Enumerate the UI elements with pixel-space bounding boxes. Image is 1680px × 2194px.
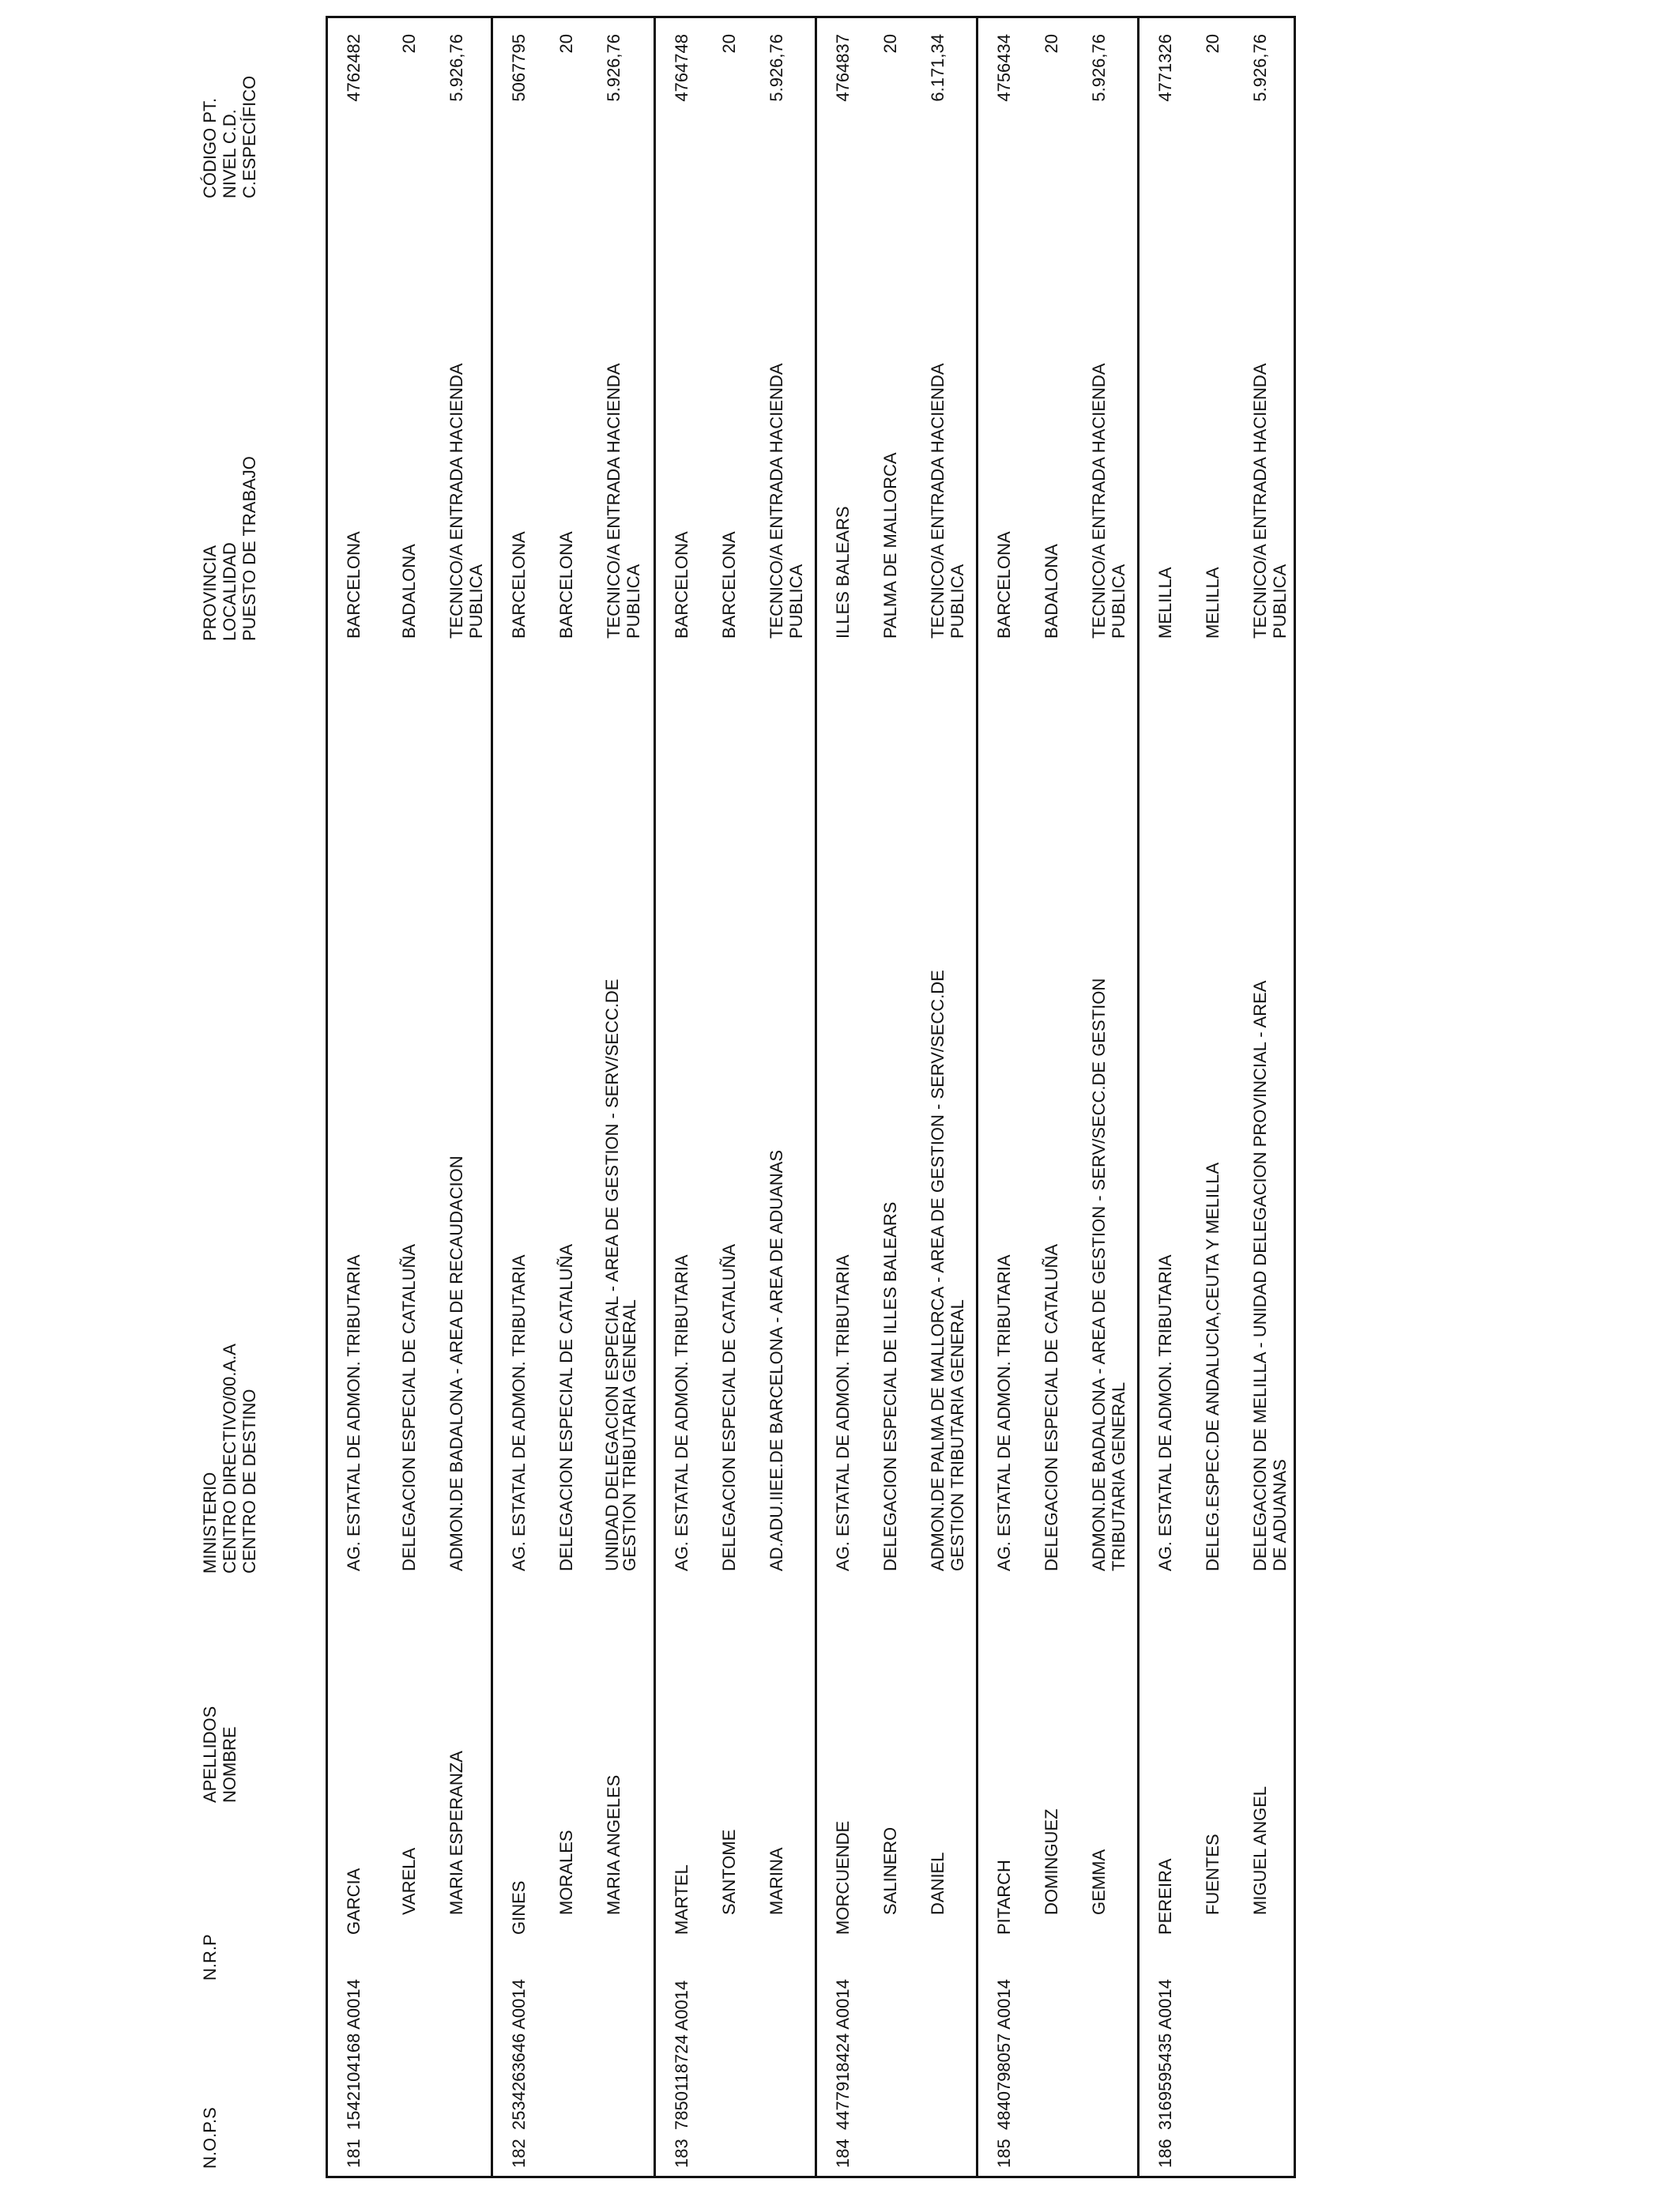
record-centro-directivo: DELEGACION ESPECIAL DE CATALUÑA <box>399 1243 419 1571</box>
header-especifico-label: C.ESPECÍFICO <box>239 75 259 198</box>
record-puesto: TECNICO/A ENTRADA HACIENDA PUBLICA <box>767 364 806 639</box>
record-centro-directivo: DELEGACION ESPECIAL DE CATALUÑA <box>556 1243 576 1571</box>
record-especifico: 5.926,76 <box>604 34 623 102</box>
header-location <box>200 456 259 641</box>
record-provincia: BARCELONA <box>509 531 529 639</box>
record-nivel: 20 <box>1203 34 1222 54</box>
record-nivel: 20 <box>556 34 576 54</box>
record-especifico: 5.926,76 <box>767 34 786 102</box>
record-row <box>976 18 1137 2176</box>
record-nombre: MARIA ESPERANZA <box>446 1751 466 1915</box>
record-codigo: 4762482 <box>344 34 363 102</box>
header-nrp-label: N.R.P <box>200 1934 220 1981</box>
record-puesto: TECNICO/A ENTRADA HACIENDA PUBLICA <box>446 364 486 639</box>
header-codigo-label: CÓDIGO PT. <box>200 97 220 198</box>
record-nombre: MARIA ANGELES <box>604 1774 623 1915</box>
header-nops-label: N.O.P.S <box>200 2107 220 2169</box>
record-apellido2: FUENTES <box>1203 1834 1222 1915</box>
record-codigo: 5067795 <box>509 34 529 102</box>
record-provincia: MELILLA <box>1155 567 1175 639</box>
record-nrp: 7850118724 A0014 <box>672 1980 691 2130</box>
record-apellido2: VARELA <box>399 1847 419 1915</box>
record-provincia: ILLES BALEARS <box>833 506 853 639</box>
record-row <box>1137 18 1294 2176</box>
record-row <box>491 18 654 2176</box>
record-row <box>654 18 815 2176</box>
record-puesto: TECNICO/A ENTRADA HACIENDA PUBLICA <box>1089 364 1128 639</box>
record-nivel: 20 <box>880 34 900 54</box>
header-provincia-label: PROVINCIA <box>200 545 220 641</box>
record-provincia: BARCELONA <box>994 531 1014 639</box>
header-puesto-label: PUESTO DE TRABAJO <box>239 456 259 641</box>
record-localidad: BADALONA <box>399 544 419 639</box>
record-apellido1: GARCIA <box>344 1868 363 1935</box>
record-apellido1: PITARCH <box>994 1860 1014 1935</box>
record-especifico: 6.171,34 <box>928 34 947 102</box>
record-puesto: TECNICO/A ENTRADA HACIENDA PUBLICA <box>928 364 967 639</box>
header-nops <box>200 2107 220 2169</box>
record-localidad: BARCELONA <box>719 531 739 639</box>
record-ministerio: AG. ESTATAL DE ADMON. TRIBUTARIA <box>344 1254 363 1571</box>
record-localidad: BADALONA <box>1042 544 1061 639</box>
header-ministry <box>200 1344 259 1574</box>
record-apellido1: PEREIRA <box>1155 1858 1175 1935</box>
record-provincia: BARCELONA <box>672 531 691 639</box>
record-row <box>815 18 976 2176</box>
record-centro-directivo: DELEGACION ESPECIAL DE CATALUÑA <box>1042 1243 1061 1571</box>
record-centro-directivo: DELEGACION ESPECIAL DE CATALUÑA <box>719 1243 739 1571</box>
record-centro-destino: UNIDAD DELEGACION ESPECIAL - AREA DE GESTION - SERV/SECC.DE GESTION TRIBUTARIA GENERAL <box>602 978 639 1571</box>
record-centro-destino: ADMON.DE PALMA DE MALLORCA - AREA DE GESTION - SERV/SECC.DE GESTION TRIBUTARIA GENERAL <box>928 970 967 1571</box>
record-ministerio: AG. ESTATAL DE ADMON. TRIBUTARIA <box>833 1254 853 1571</box>
record-localidad: BARCELONA <box>556 531 576 639</box>
record-nops: 182 <box>509 2139 529 2168</box>
header-localidad-label: LOCALIDAD <box>220 542 239 641</box>
record-nops: 184 <box>833 2139 853 2168</box>
record-centro-destino: ADMON.DE BADALONA - AREA DE GESTION - SERV/SECC.DE GESTION TRIBUTARIA GENERAL <box>1089 978 1128 1571</box>
header-centro-directivo-label: CENTRO DIRECTIVO/00.A.A <box>220 1344 239 1574</box>
header-ministerio-label: MINISTERIO <box>200 1472 220 1574</box>
record-nrp: 1542104168 A0014 <box>344 1979 363 2130</box>
record-apellido2: SALINERO <box>880 1826 900 1915</box>
header-nivel-label: NIVEL C.D. <box>220 109 239 198</box>
record-centro-directivo: DELEGACION ESPECIAL DE ILLES BALEARS <box>880 1201 900 1571</box>
record-nombre: GEMMA <box>1089 1849 1109 1915</box>
record-apellido2: DOMINGUEZ <box>1042 1808 1061 1915</box>
record-nops: 186 <box>1155 2139 1175 2168</box>
record-ministerio: AG. ESTATAL DE ADMON. TRIBUTARIA <box>1155 1254 1175 1571</box>
record-codigo: 4771326 <box>1155 34 1175 102</box>
record-nrp: 4477918424 A0014 <box>833 1979 853 2130</box>
record-apellido1: GINES <box>509 1880 529 1935</box>
record-codigo: 4756434 <box>994 34 1014 102</box>
record-nops: 181 <box>344 2139 363 2168</box>
header-codes <box>200 76 259 198</box>
records-table <box>326 16 1296 2178</box>
record-nivel: 20 <box>399 34 419 54</box>
record-nrp: 3169595435 A0014 <box>1155 1979 1175 2130</box>
record-nombre: DANIEL <box>928 1852 947 1915</box>
record-nrp: 4840798057 A0014 <box>994 1979 1014 2130</box>
record-apellido1: MORCUENDE <box>833 1820 853 1935</box>
record-codigo: 4764837 <box>833 34 853 102</box>
record-nops: 185 <box>994 2139 1014 2168</box>
header-centro-destino-label: CENTRO DE DESTINO <box>239 1389 259 1574</box>
record-provincia: BARCELONA <box>344 531 363 639</box>
record-ministerio: AG. ESTATAL DE ADMON. TRIBUTARIA <box>509 1254 529 1571</box>
record-centro-destino: DELEGACION DE MELILLA - UNIDAD DELEGACION PROVINCIAL - AREA DE ADUANAS <box>1250 981 1290 1571</box>
record-centro-destino: ADMON.DE BADALONA - AREA DE RECAUDACION <box>446 1155 466 1571</box>
record-apellido1: MARTEL <box>672 1864 691 1935</box>
record-centro-destino: AD.ADU.IIEE.DE BARCELONA - AREA DE ADUANAS <box>767 1149 786 1571</box>
record-nivel: 20 <box>719 34 739 54</box>
record-localidad: MELILLA <box>1203 567 1222 639</box>
record-codigo: 4764748 <box>672 34 691 102</box>
record-especifico: 5.926,76 <box>1089 34 1109 102</box>
record-especifico: 5.926,76 <box>446 34 466 102</box>
record-apellido2: SANTOME <box>719 1829 739 1915</box>
header-names <box>200 1706 239 1803</box>
record-puesto: TECNICO/A ENTRADA HACIENDA PUBLICA <box>1250 364 1290 639</box>
record-ministerio: AG. ESTATAL DE ADMON. TRIBUTARIA <box>672 1254 691 1571</box>
record-puesto: TECNICO/A ENTRADA HACIENDA PUBLICA <box>604 364 643 639</box>
header-nombre-label: NOMBRE <box>220 1726 239 1803</box>
record-apellido2: MORALES <box>556 1830 576 1915</box>
record-ministerio: AG. ESTATAL DE ADMON. TRIBUTARIA <box>994 1254 1014 1571</box>
record-nombre: MIGUEL ANGEL <box>1250 1785 1270 1915</box>
header-apellidos-label: APELLIDOS <box>200 1706 220 1803</box>
record-row <box>328 18 491 2176</box>
header-nrp <box>200 1934 220 1981</box>
record-nivel: 20 <box>1042 34 1061 54</box>
record-nops: 183 <box>672 2139 691 2168</box>
record-nombre: MARINA <box>767 1847 786 1915</box>
record-localidad: PALMA DE MALLORCA <box>880 452 900 639</box>
record-centro-directivo: DELEG.ESPEC.DE ANDALUCIA,CEUTA Y MELILLA <box>1203 1162 1222 1571</box>
record-nrp: 2534263646 A0014 <box>509 1979 529 2130</box>
record-especifico: 5.926,76 <box>1250 34 1270 102</box>
